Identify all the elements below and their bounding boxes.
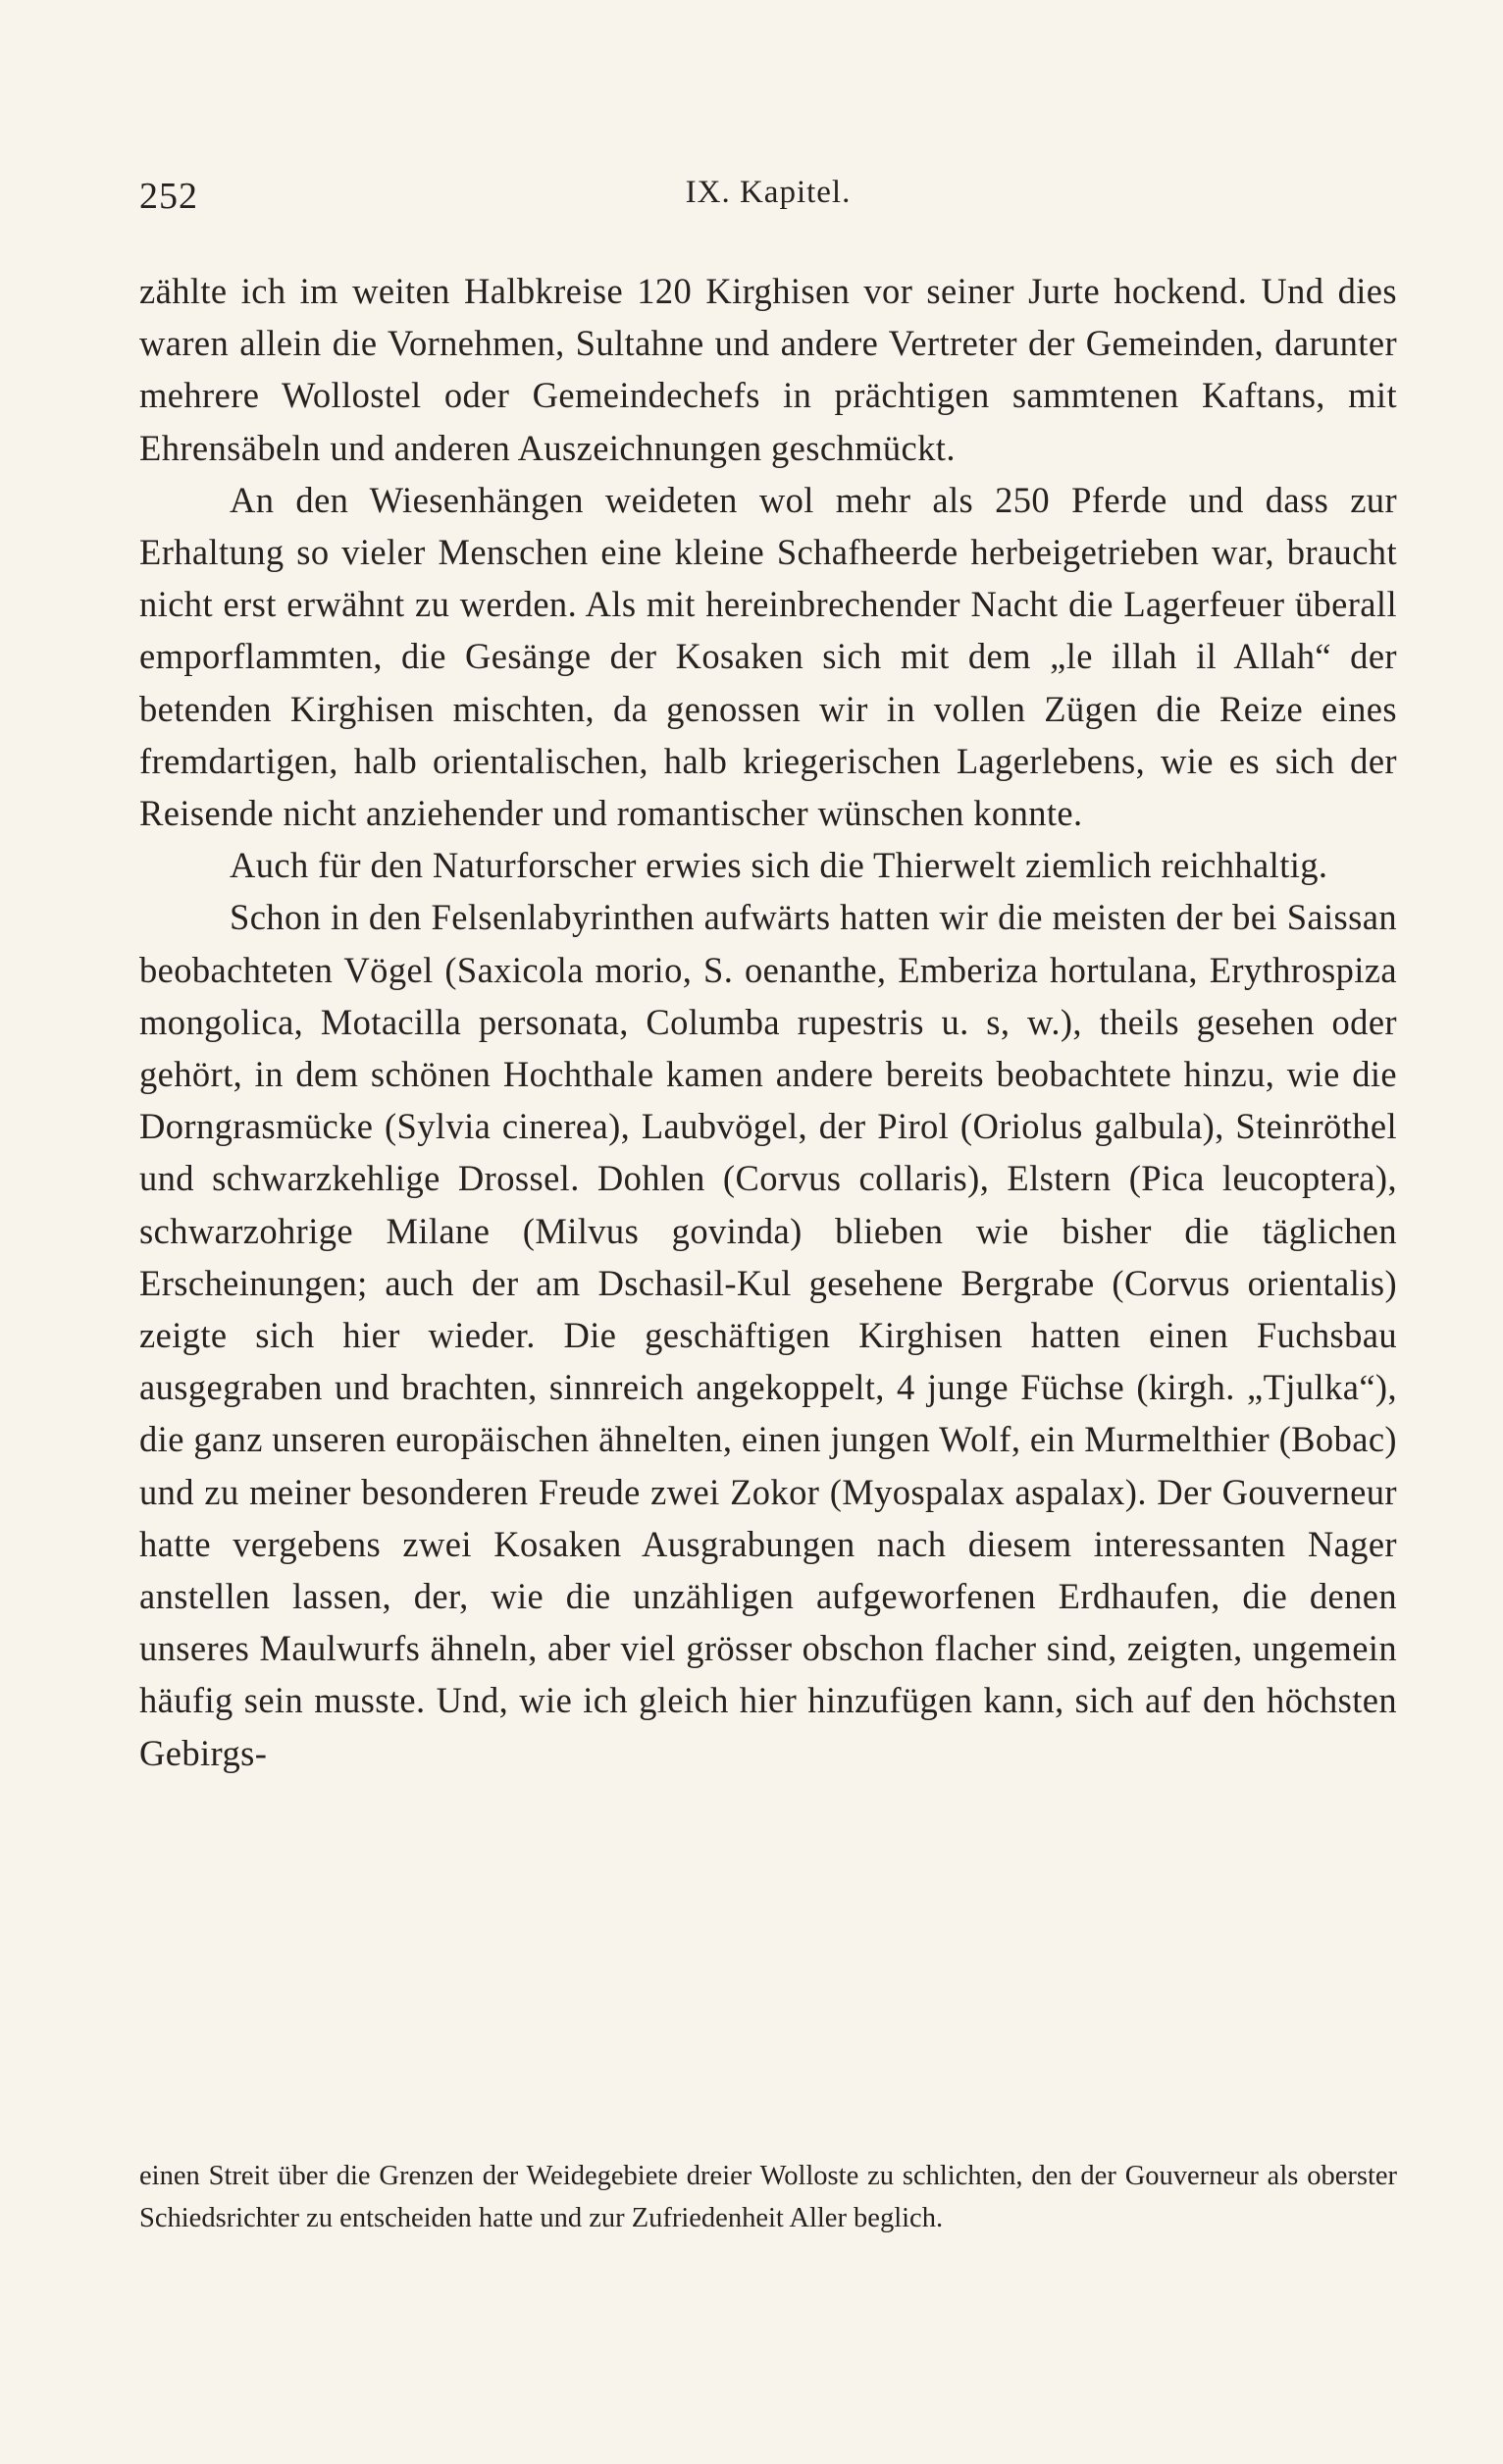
paragraph-continuation: zählte ich im weiten Halbkreise 120 Kirghisen vor seiner Jurte hockend. Und dies waren allein die Vornehmen, Sultahne und andere Vertreter der Gemeinden, darunter mehrere Wollostel oder Gemeindechefs in prächtigen sammtenen Kaftans, mit Ehrensäbeln und anderen Auszeichnungen geschmückt. <box>139 271 1397 468</box>
page-number: 252 <box>139 176 198 217</box>
paragraph-birds-mammals: Schon in den Felsenlabyrinthen aufwärts hatten wir die meisten der bei Saissan beobachteten Vögel (Saxicola morio, S. oenanthe, Emberiza hortulana, Erythrospiza mongolica, Motacilla personata, Columba rupestris u. s, w.), theils gesehen oder gehört, in dem schönen Hochthale kamen andere bereits beobachtete hinzu, wie die Dorngrasmücke (Sylvia cinerea), Laubvögel, der Pirol (Oriolus galbula), Steinröthel und schwarzkehlige Drossel. Dohlen (Corvus collaris), Elstern (Pica leucoptera), schwarzohrige Milane (Milvus govinda) blieben wie bisher die täglichen Erscheinungen; auch der am Dschasil-Kul gesehene Bergrabe (Corvus orientalis) zeigte sich hier wieder. Die geschäftigen Kirghisen hatten einen Fuchsbau ausgegraben und brachten, sinnreich angekoppelt, 4 junge Füchse (kirgh. „Tjulka“), die ganz unseren europäischen ähnelten, einen jungen Wolf, ein Murmelthier (Bobac) und zu meiner besonderen Freude zwei Zokor (Myospalax aspalax). Der Gouverneur hatte vergebens zwei Kosaken Ausgrabungen nach diesem interessanten Nager anstellen lassen, der, wie die unzähligen aufgeworfenen Erdhaufen, die denen unseres Maulwurfs ähneln, aber viel grösser obschon flacher sind, zeigten, ungemein häufig sein musste. Und, wie ich gleich hier hinzufügen kann, sich auf den höchsten Gebirgs- <box>139 897 1397 1773</box>
paragraph-pasture: An den Wiesenhängen weideten wol mehr als 250 Pferde und dass zur Erhaltung so vieler Menschen eine kleine Schafheerde herbeigetrieben war, braucht nicht erst erwähnt zu werden. Als mit hereinbrechender Nacht die Lagerfeuer überall emporflammten, die Gesänge der Kosaken sich mit dem „le illah il Allah“ der betenden Kirghisen mischten, da genossen wir in vollen Zügen die Reize eines fremdartigen, halb orientalischen, halb kriegerischen Lagerlebens, wie es sich der Reisende nicht anziehender und romantischer wünschen konnte. <box>139 479 1397 834</box>
page-header <box>139 175 1397 224</box>
footnote: einen Streit über die Grenzen der Weidegebiete dreier Wolloste zu schlichten, den der Gouverneur als oberster Schiedsrichter zu entscheiden hatte und zur Zufriedenheit Aller beglich. <box>139 2161 1397 2233</box>
body-text <box>139 265 1397 1779</box>
paragraph-fauna-intro: Auch für den Naturforscher erwies sich die Thierwelt ziemlich reichhaltig. <box>230 845 1328 886</box>
chapter-heading: IX. Kapitel. <box>685 175 852 210</box>
